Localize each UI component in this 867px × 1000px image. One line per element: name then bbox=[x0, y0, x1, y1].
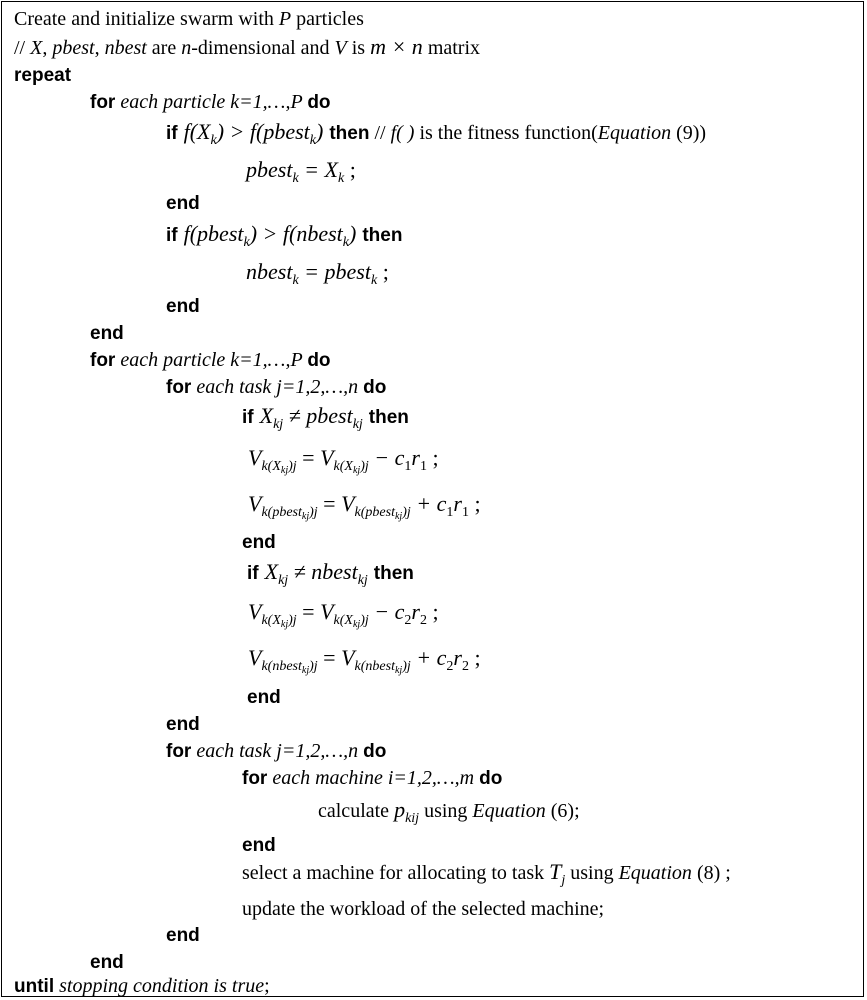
line-update-workload: update the workload of the selected machine; bbox=[242, 898, 605, 920]
line-end-8: end bbox=[166, 925, 200, 946]
line-end-5: end bbox=[247, 687, 281, 708]
line-velocity-update-1: $V_{k(X_{kj})j} = V_{k(X_{kj})j} - c_1r_1$ ; bbox=[248, 445, 439, 476]
line-pbest-assign: pbest$_k$ = $X_k$ ; bbox=[246, 157, 356, 186]
line-nbest-assign: nbest$_k$ = pbest$_k$ ; bbox=[246, 259, 389, 288]
line-repeat: repeat bbox=[14, 65, 72, 86]
line-if-nbest: if f(pbest$_k$) > f(nbest$_k$) then bbox=[166, 221, 403, 250]
algorithm-box bbox=[1, 1, 864, 997]
line-init: Create and initialize swarm with P particles bbox=[14, 8, 364, 30]
line-end-3: end bbox=[90, 323, 124, 344]
line-end-6: end bbox=[166, 714, 200, 735]
line-end-7: end bbox=[242, 835, 276, 856]
line-velocity-update-2: $V_{k(pbest_{kj})j} = V_{k(pbest_{kj})j} + c_1r_1$ ; bbox=[248, 491, 481, 522]
line-if-pbest: if $f(X_k)$ > f(pbest$_k$) then // f( ) is the fitness function(Equation (9)) bbox=[166, 119, 707, 148]
line-end-2: end bbox=[166, 296, 200, 317]
line-select-machine: select a machine for allocating to task $T_j$ using Equation (8) ; bbox=[242, 859, 731, 888]
line-end-4: end bbox=[242, 532, 276, 553]
line-if-x-nbest: if $X_{kj}$ ≠ nbest$_{kj}$ then bbox=[247, 559, 414, 588]
line-calculate: calculate $p_{kij}$ using Equation (6); bbox=[318, 797, 580, 826]
line-for-particle-1: for each particle k=1,…,P do bbox=[90, 91, 331, 113]
line-velocity-update-4: $V_{k(nbest_{kj})j} = V_{k(nbest_{kj})j} + c_2r_2$ ; bbox=[248, 645, 481, 676]
line-if-x-pbest: if $X_{kj}$ ≠ pbest$_{kj}$ then bbox=[242, 403, 409, 432]
line-for-task-2: for each task j=1,2,…,n do bbox=[166, 740, 387, 762]
line-for-particle-2: for each particle k=1,…,P do bbox=[90, 349, 331, 371]
line-end-1: end bbox=[166, 193, 200, 214]
line-for-task-1: for each task j=1,2,…,n do bbox=[166, 376, 387, 398]
line-comment: // X, pbest, nbest are n-dimensional and V is m × n matrix bbox=[14, 34, 481, 59]
line-velocity-update-3: $V_{k(X_{kj})j} = V_{k(X_{kj})j} - c_2r_2$ ; bbox=[248, 599, 439, 630]
line-for-machine: for each machine i=1,2,…,m do bbox=[242, 767, 503, 789]
line-end-9: end bbox=[90, 952, 124, 973]
line-until: until stopping condition is true; bbox=[14, 975, 270, 997]
